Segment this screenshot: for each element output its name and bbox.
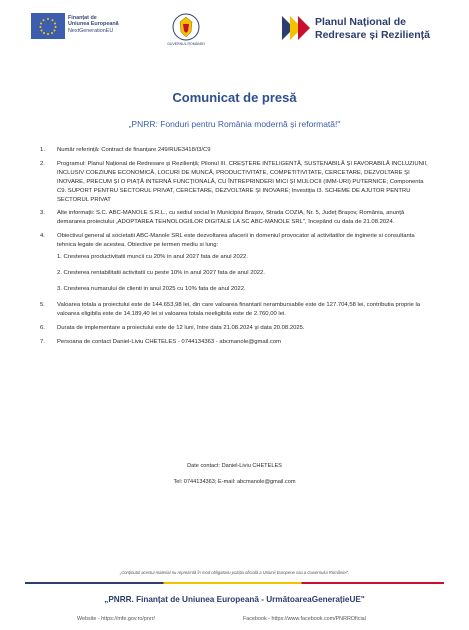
tricolor-divider [25, 582, 444, 584]
list-item [40, 324, 433, 333]
item-text: Valoarea totala a proiectului este de 144.653,98 lei, din care valoarea finantarii nerambursabile este de 127.704,58 lei, contributia proprie la valoarea eligibila este de 14.189,40 lei si valoarea totala neeligibila este de 2.760,00 lei. [57, 301, 421, 317]
pnrr-logo-icon [280, 13, 310, 43]
item-text: Durata de implementare a proiectului este de 12 luni, între data 21.08.2024 și data 20.08.2025. [57, 324, 305, 331]
list-item [40, 338, 433, 347]
item-number: 3. [40, 210, 45, 217]
list-item [40, 209, 433, 227]
eu-line2: Uniunea Europeană [68, 21, 119, 28]
item-number: 5. [40, 301, 45, 308]
item-text: Programul: Planul Național de Redresare și Reziliență; Pilonul III. CREȘTERE INTELIGENTĂ, SUSTENABILĂ ȘI FAVORABILĂ INCLUZIUNII, INCLUSIV COEZIUNE ECONOMICĂ, LOCURI DE MUNCĂ, PRODUCTIVITATE, COMPETITIVITATE, CERCETARE, DEZVOLTARE ȘI INOVARE, PRECUM ȘI O PIAȚĂ INTERNĂ FUNCȚIONALĂ, CU ÎNTREPRINDERI MICI ȘI MIJLOCII (IMM-URI) PUTERNICE; Componenta C9. SUPORT PENTRU SECTORUL PRIVAT, CERCETARE, DEZVOLTARE ȘI INOVARE; Investiția I3. SCHEME DE AJUTOR PENTRU SECTORUL PRIVAT [57, 160, 428, 203]
pnrr-title [315, 16, 430, 41]
info-list [40, 146, 433, 351]
list-item [40, 301, 433, 319]
eu-funding-label [68, 15, 119, 34]
crest-label: GUVERNUL ROMÂNIEI [167, 42, 205, 46]
page-header [0, 0, 469, 60]
item-number: 1. [40, 147, 45, 153]
item-text: Alte informații: S.C. ABC-MANOLE S.R.L., cu sediul social în Municipiul Brașov, Strada COZIA, Nr. 5, Județ Brașov, România, anunță demararea proiectului „ADOPTAREA TEHNOLOGIILOR DIGITALE LA SC ABC-MANOLE SRL", începând cu data de 21.08.2024. [57, 210, 405, 226]
footer-slogan: „PNRR. Finanțat de Uniunea Europeană - UrmătoareaGenerațieUE" [104, 595, 365, 604]
page-title: Comunicat de presă [172, 90, 297, 105]
pnrr-line2: Redresare și Reziliență [315, 28, 430, 41]
item-text: Persoana de contact Daniel-Liviu CHETELES - 0744134363 - abcmanole@gmail.com [57, 338, 282, 345]
objective-3: 3. Cresterea numarului de clienti in anul 2025 cu 10% fata de anul 2022. [57, 285, 246, 292]
objective-1: 1. Cresterea productivitatii muncii cu 20% in anul 2027 fata de anul 2022. [57, 254, 248, 261]
contact-name: Date contact: Daniel-Liviu CHETELES [187, 463, 282, 469]
pnrr-line1: Planul Național de [315, 16, 407, 28]
item-number: 7. [40, 338, 45, 345]
list-item [40, 160, 433, 205]
page-subtitle: „PNRR: Fonduri pentru România modernă și reformată!" [128, 119, 341, 129]
objective-2: 2. Cresterea rentabilitatii activitatii cu peste 10% in anul 2027 fata de anul 2022. [57, 269, 265, 276]
eu-flag-icon [31, 13, 65, 39]
romanian-crest-icon [168, 12, 204, 42]
facebook-link[interactable]: Facebook - https://www.facebook.com/PNRROficial [243, 616, 366, 622]
list-item [40, 232, 433, 294]
eu-line3: NextGenerationEU [68, 27, 114, 34]
contact-details: Tel: 0744134363; E-mail: abcmanole@gmail.com [173, 479, 296, 485]
item-number: 4. [40, 233, 45, 240]
item-number: 2. [40, 160, 45, 167]
list-item [40, 146, 433, 155]
disclaimer-note: „Conținutul acestui material nu reprezintă în mod obligatoriu poziția oficială a Uniunii Europene sau a Guvernului României". [119, 570, 350, 575]
item-text: Număr referință: Contract de finanțare 249/RUE3418/I3/C9 [57, 147, 211, 153]
item-number: 6. [40, 324, 45, 331]
item-text: Obiectivul general al societatii ABC-Manole SRL este dezvoltarea afacerii in domeniul provocator al activitatilor de inginerie si consultanta tehnica legate de acestea. Obiective pe termen mediu si lung: [57, 233, 415, 249]
eu-line1: Finanțat de [68, 15, 97, 21]
website-link[interactable]: Website - https://mfe.gov.ro/pnrr/ [77, 616, 155, 622]
